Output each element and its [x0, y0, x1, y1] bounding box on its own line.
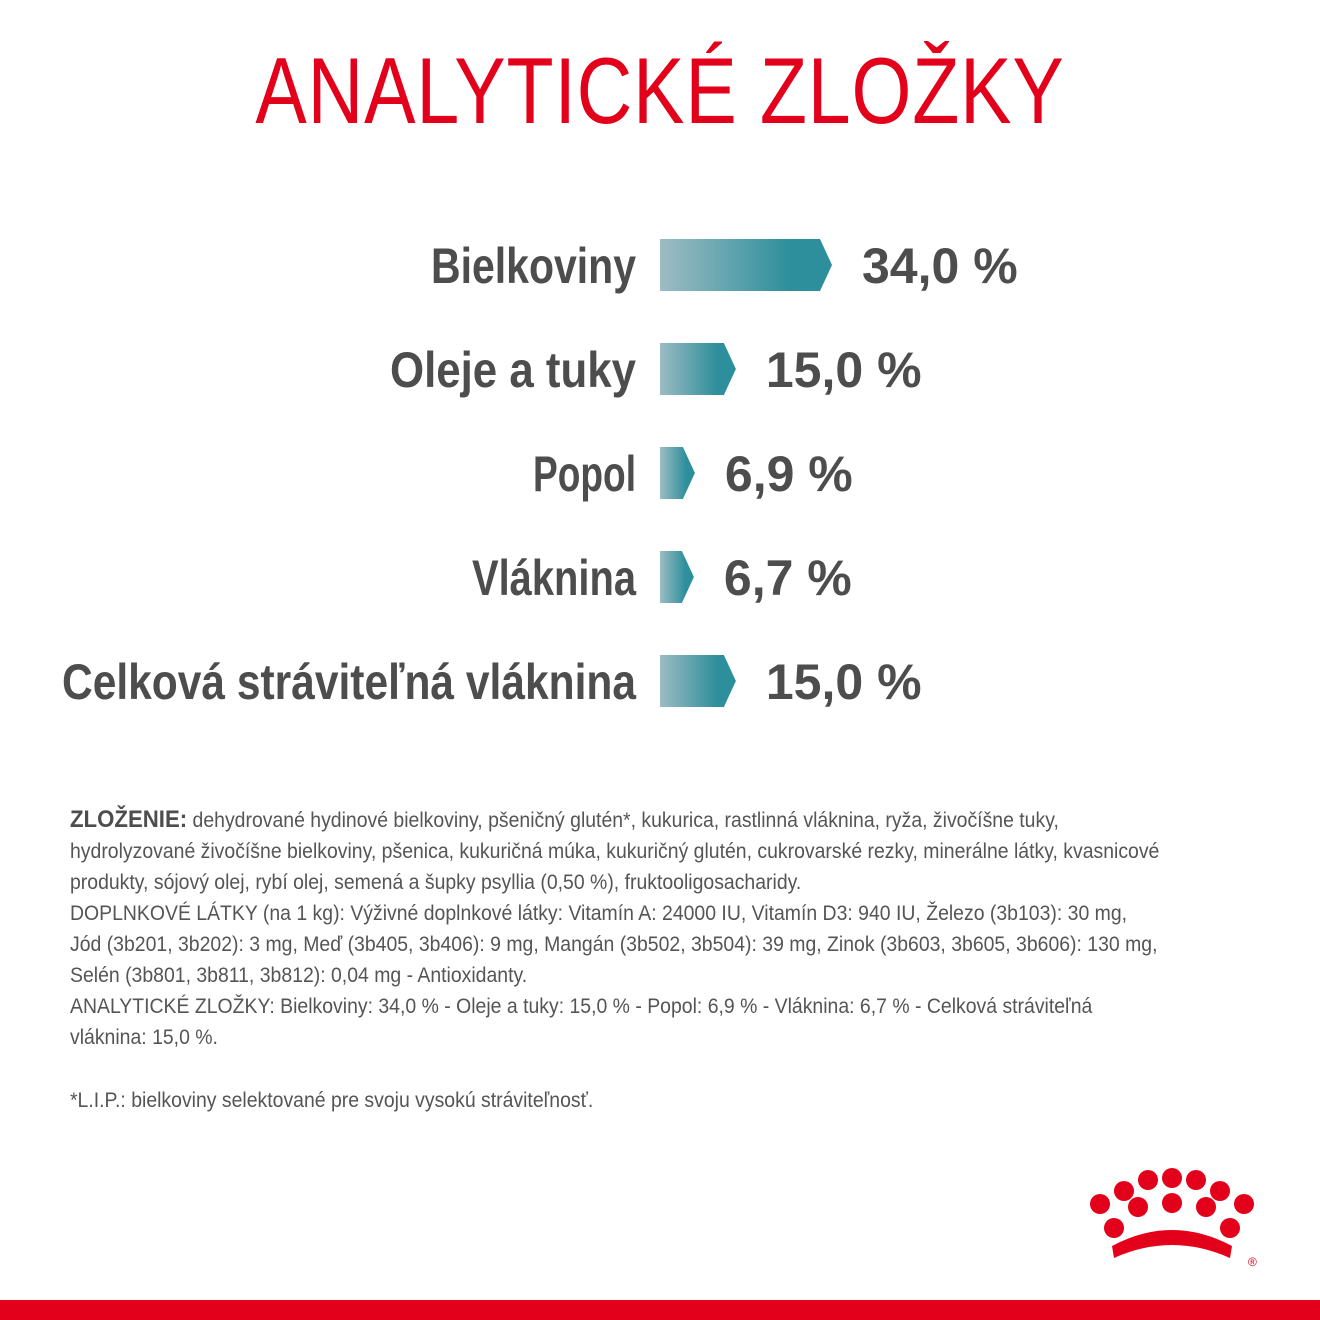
- value-label-4: 15,0 %: [765, 654, 922, 710]
- value-label-1: 15,0 %: [765, 342, 922, 398]
- category-label-3: Vláknina: [472, 550, 637, 606]
- footnote: *L.I.P.: bielkoviny selektované pre svoju vysokú stráviteľnosť.: [70, 1089, 594, 1112]
- bar-2: [660, 447, 695, 499]
- crown-icon: [1084, 1166, 1260, 1270]
- composition-block: [70, 804, 1162, 1053]
- page-title: ANALYTICKÉ ZLOŽKY: [255, 38, 1065, 143]
- category-label-0: Bielkoviny: [431, 238, 637, 294]
- composition-additives: DOPLNKOVÉ LÁTKY (na 1 kg): Výživné doplnkové látky: Vitamín A: 24000 IU, Vitamín D3: 940 IU, Železo (3b103): 30 mg, Jód (3b201, 3b202): 3 mg, Meď (3b405, 3b406): 9 mg, Mangán (3b502, 3b504): 39 mg, Zinok (3b603, 3b605, 3b606): 130 mg, Selén (3b801, 3b811, 3b812): 0,04 mg - Antioxidanty.: [70, 902, 1158, 987]
- bar-0: [660, 239, 832, 291]
- category-label-2: Popol: [533, 446, 636, 502]
- value-label-0: 34,0 %: [862, 238, 1018, 294]
- category-label-1: Oleje a tuky: [390, 342, 637, 398]
- brand-bottom-bar: [0, 1300, 1320, 1320]
- composition-ingredients: dehydrované hydinové bielkoviny, pšeničný glutén*, kukurica, rastlinná vláknina, ryža, živočíšne tuky, hydrolyzované živočíšne bielkoviny, pšenica, kukuričná múka, kukuričný glutén, cukrovarské rezky, minerálne látky, kvasnicové produkty, sójový olej, rybí olej, semená a šupky psyllia (0,50 %), fruktooligosacharidy.: [70, 809, 1160, 894]
- value-label-3: 6,7 %: [723, 550, 852, 606]
- registered-mark: ®: [1248, 1255, 1257, 1269]
- composition-analytical: ANALYTICKÉ ZLOŽKY: Bielkoviny: 34,0 % - Oleje a tuky: 15,0 % - Popol: 6,9 % - Vláknina: 6,7 % - Celková stráviteľná vláknina: 15,0 %.: [70, 995, 1093, 1049]
- bar-4: [660, 655, 736, 707]
- category-label-4: Celková stráviteľná vláknina: [62, 654, 638, 710]
- bar-1: [660, 343, 736, 395]
- value-label-2: 6,9 %: [724, 446, 853, 502]
- bar-3: [660, 551, 694, 603]
- composition-heading: ZLOŽENIE:: [70, 806, 188, 833]
